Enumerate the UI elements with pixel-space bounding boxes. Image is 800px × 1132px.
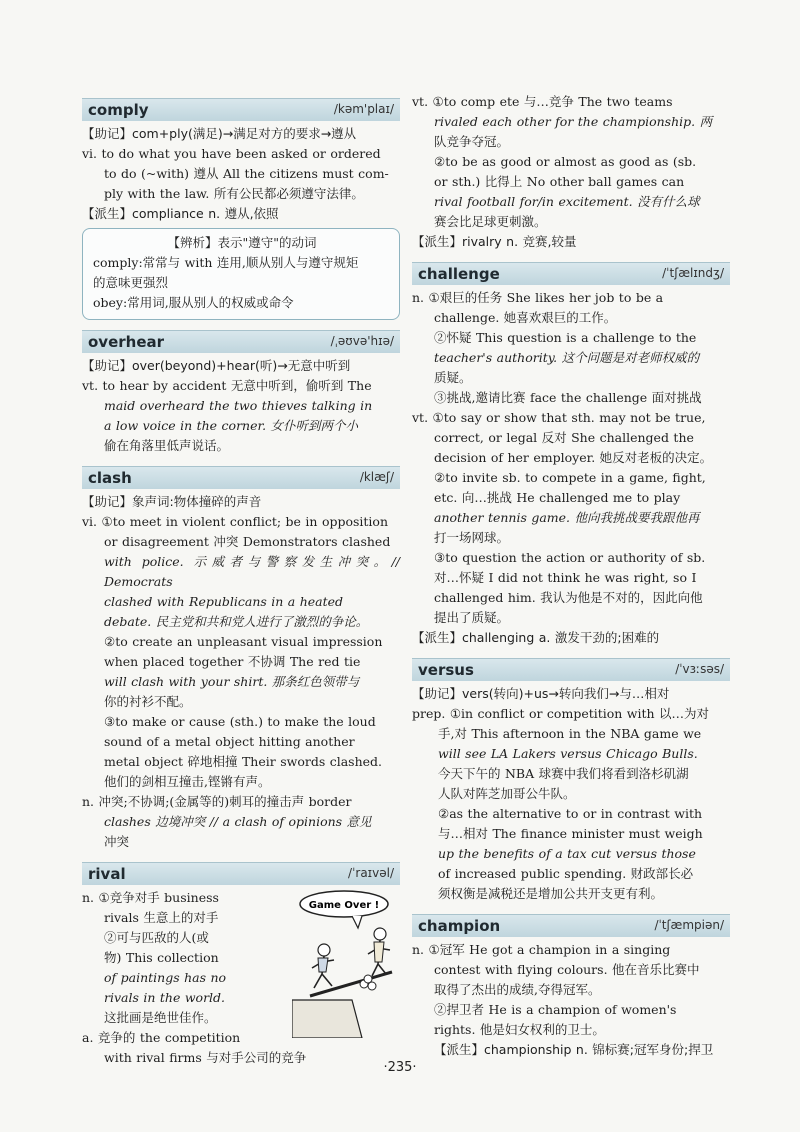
derived-champion: 【派生】championship n. 锦标赛;冠军身份;捍卫 — [434, 1042, 714, 1057]
definition-line: 须权衡是减税还是增加公共开支更有利。 — [438, 886, 664, 901]
definition-line: or disagreement 冲突 Demonstrators clashed — [104, 534, 391, 549]
page-number: ·235· — [383, 1060, 417, 1075]
phonetic-overhear: /ˌəʊvə'hɪə/ — [330, 334, 394, 348]
definition-line: to do (~with) 遵从 All the citizens must com- — [104, 166, 389, 181]
headword-challenge: challenge — [418, 265, 500, 283]
headword-bar-champion — [412, 914, 730, 937]
definition-line: clashed with Republicans in a heated — [104, 594, 344, 609]
headword-bar-clash — [82, 466, 400, 489]
definition-line: 物) This collection — [104, 950, 219, 965]
definition-line: n. 冲突;不协调;(金属等的)刺耳的撞击声 border — [82, 794, 352, 809]
phonetic-rival: /ˈraɪvəl/ — [348, 866, 394, 880]
definition-line: rival football for/in excitement. 没有什么球 — [434, 194, 700, 209]
definition-line: 他们的剑相互撞击,铿锵有声。 — [104, 774, 271, 789]
definition-line: ②to create an unpleasant visual impression — [104, 634, 383, 649]
cartoon-speech-text: Game Over ! — [308, 900, 380, 911]
headword-bar-rival — [82, 862, 400, 885]
definition-line: 手,对 This afternoon in the NBA game we — [438, 726, 702, 741]
definition-line: when placed together 不协调 The red tie — [104, 654, 361, 669]
definition-line: ②捍卫者 He is a champion of women's — [434, 1002, 677, 1017]
definition-line: of paintings has no — [104, 970, 227, 985]
definition-line: ②to be as good or almost as good as (sb. — [434, 154, 697, 169]
usage-note-line: obey:常用词,服从别人的权威或命令 — [93, 295, 294, 310]
phonetic-champion: /ˈtʃæmpiən/ — [654, 918, 724, 932]
definition-line: vi. ①to meet in violent conflict; be in opposition — [82, 514, 389, 529]
definition-line: vt. to hear by accident 无意中听到，偷听到 The — [82, 378, 372, 393]
definition-line: ②怀疑 This question is a challenge to the — [434, 330, 697, 345]
definition-line: rivals in the world. — [104, 990, 226, 1005]
definition-line: ③to question the action or authority of sb. — [434, 550, 706, 565]
definition-line: ③挑战,邀请比赛 face the challenge 面对挑战 — [434, 390, 702, 405]
definition-line: rights. 他是妇女权利的卫士。 — [434, 1022, 605, 1037]
definition-line: will see LA Lakers versus Chicago Bulls. — [438, 746, 698, 761]
definition-line: 取得了杰出的成绩,夺得冠军。 — [434, 982, 601, 997]
definition-line: with police. 示威者与警察发生冲突。// Democrats — [104, 554, 400, 589]
definition-line: metal object 碎地相撞 Their swords clashed. — [104, 754, 382, 769]
usage-note-line: comply:常常与 with 连用,顺从别人与遵守规矩 — [93, 255, 359, 270]
headword-bar-versus — [412, 658, 730, 681]
definition-line: rivals 生意上的对手 — [104, 910, 219, 925]
definition-line: 你的衬衫不配。 — [104, 694, 192, 709]
definition-line: ②可与匹敌的人(或 — [104, 930, 209, 945]
definition-line: n. ①冠军 He got a champion in a singing — [412, 942, 671, 957]
usage-note-title: 【辨析】表示"遵守"的动词 — [167, 235, 317, 250]
definition-line: correct, or legal 反对 She challenged the — [434, 430, 694, 445]
definition-line: prep. ①in conflict or competition with 以…为对 — [412, 706, 710, 721]
definition-line: rivaled each other for the championship. 两 — [434, 114, 713, 129]
definition-line: will clash with your shirt. 那条红色领带与 — [104, 674, 360, 689]
definition-line: 人队对阵芝加哥公牛队。 — [438, 786, 576, 801]
definition-line: with rival firms 与对手公司的竞争 — [104, 1050, 307, 1065]
definition-line: challenged him. 我认为他是不对的，因此向他 — [434, 590, 703, 605]
definition-line: or sth.) 比得上 No other ball games can — [434, 174, 685, 189]
headword-bar-challenge — [412, 262, 730, 285]
definition-line: ③to make or cause (sth.) to make the loud — [104, 714, 376, 729]
definition-line: ②to invite sb. to compete in a game, fight, — [434, 470, 706, 485]
mnemonic-comply: 【助记】com+ply(满足)→满足对方的要求→遵从 — [82, 126, 357, 141]
phonetic-comply: /kəm'plaɪ/ — [333, 102, 394, 116]
mnemonic-clash: 【助记】象声词:物体撞碎的声音 — [82, 494, 262, 509]
usage-note-box — [82, 228, 400, 320]
definition-line: 打一场网球。 — [434, 530, 510, 545]
headword-bar-comply — [82, 98, 400, 121]
rival-entry-body — [82, 888, 400, 1068]
headword-versus: versus — [418, 661, 474, 679]
headword-champion: champion — [418, 917, 501, 935]
definition-line: vi. to do what you have been asked or ordered — [82, 146, 381, 161]
headword-rival: rival — [88, 865, 126, 883]
definition-line: 这批画是绝世佳作。 — [104, 1010, 217, 1025]
definition-line: 提出了质疑。 — [434, 610, 510, 625]
definition-line: 质疑。 — [434, 370, 472, 385]
phonetic-challenge: /ˈtʃælɪndʒ/ — [662, 266, 724, 280]
definition-line: sound of a metal object hitting another — [104, 734, 355, 749]
definition-line: of increased public spending. 财政部长必 — [438, 866, 694, 881]
definition-line: 与…相对 The finance minister must weigh — [438, 826, 703, 841]
definition-line: teacher's authority. 这个问题是对老师权威的 — [434, 350, 700, 365]
definition-line: 赛会比足球更刺激。 — [434, 214, 547, 229]
derived-comply: 【派生】compliance n. 遵从,依照 — [82, 206, 279, 221]
definition-line: n. ①艰巨的任务 She likes her job to be a — [412, 290, 664, 305]
phonetic-clash: /klæʃ/ — [359, 470, 394, 484]
definition-line: n. ①竞争对手 business — [82, 890, 219, 905]
definition-line: 偷在角落里低声说话。 — [104, 438, 230, 453]
headword-bar-overhear — [82, 330, 400, 353]
definition-line: vt. ①to comp ete 与…竞争 The two teams — [412, 94, 673, 109]
mnemonic-overhear: 【助记】over(beyond)+hear(听)→无意中听到 — [82, 358, 351, 373]
definition-line: a low voice in the corner. 女仆听到两个小 — [104, 418, 359, 433]
definition-line: vt. ①to say or show that sth. may not be true, — [412, 410, 706, 425]
definition-line: etc. 向…挑战 He challenged me to play — [434, 490, 681, 505]
definition-line: ply with the law. 所有公民都必须遵守法律。 — [104, 186, 364, 201]
derived-rival: 【派生】rivalry n. 竞赛,较量 — [412, 234, 577, 249]
definition-line: 队竞争夺冠。 — [434, 134, 510, 149]
definition-line: debate. 民主党和共和党人进行了激烈的争论。 — [104, 614, 369, 629]
definition-line: another tennis game. 他向我挑战要我跟他再 — [434, 510, 700, 525]
left-column — [82, 88, 400, 1068]
definition-line: 冲突 — [104, 834, 130, 849]
headword-comply: comply — [88, 101, 149, 119]
definition-line: 对…怀疑 I did not think he was right, so I — [434, 570, 697, 585]
mnemonic-versus: 【助记】vers(转向)+us→转向我们→与…相对 — [412, 686, 670, 701]
derived-challenge: 【派生】challenging a. 激发干劲的;困难的 — [412, 630, 660, 645]
right-column — [412, 92, 730, 1060]
definition-line: challenge. 她喜欢艰巨的工作。 — [434, 310, 617, 325]
game-over-cartoon-illustration — [292, 888, 404, 1038]
definition-line: contest with flying colours. 他在音乐比赛中 — [434, 962, 700, 977]
definition-line: clashes 边境冲突 // a clash of opinions 意见 — [104, 814, 372, 829]
definition-line: up the benefits of a tax cut versus those — [438, 846, 696, 861]
definition-line: ②as the alternative to or in contrast with — [438, 806, 703, 821]
headword-clash: clash — [88, 469, 132, 487]
headword-overhear: overhear — [88, 333, 165, 351]
phonetic-versus: /ˈvɜːsəs/ — [675, 662, 724, 676]
definition-line: decision of her employer. 她反对老板的决定。 — [434, 450, 713, 465]
definition-line: maid overheard the two thieves talking in — [104, 398, 373, 413]
usage-note-line: 的意味更强烈 — [93, 275, 169, 290]
definition-line: a. 竞争的 the competition — [82, 1030, 241, 1045]
definition-line: 今天下午的 NBA 球赛中我们将看到洛杉矶湖 — [438, 766, 689, 781]
